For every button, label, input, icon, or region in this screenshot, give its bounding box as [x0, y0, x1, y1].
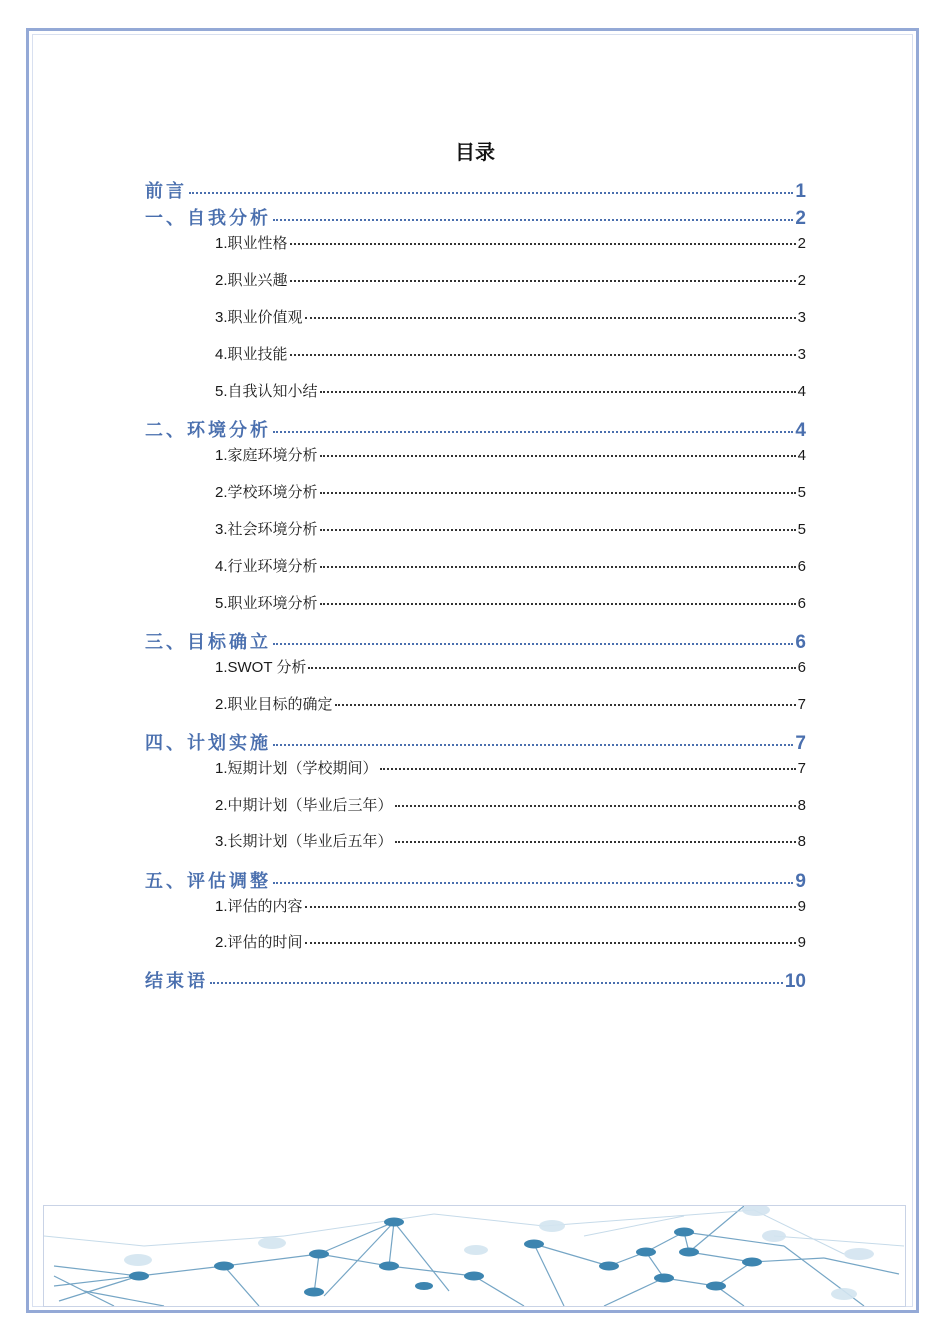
toc-entry-goal-setting[interactable]: [145, 628, 806, 654]
toc-entry-label: 4.行业环境分析: [215, 558, 318, 575]
toc-entry[interactable]: [215, 518, 806, 539]
toc-page-number: 5: [797, 484, 806, 501]
dot-leader: [290, 280, 796, 282]
toc-page-number: 4: [797, 447, 806, 464]
dot-leader: [308, 667, 795, 669]
dot-leader: [320, 455, 796, 457]
toc-page-number: 8: [797, 797, 806, 814]
toc-page-number: 5: [797, 521, 806, 538]
toc-entry[interactable]: [215, 555, 806, 576]
dot-leader: [320, 492, 796, 494]
toc-page-number: 3: [797, 309, 806, 326]
dot-leader: [335, 704, 796, 706]
toc-entry[interactable]: [215, 757, 806, 778]
toc-entry[interactable]: [215, 592, 806, 613]
toc-entry[interactable]: [215, 232, 806, 253]
toc-entry-label: 5.职业环境分析: [215, 595, 318, 612]
toc-entry-label: 1.短期计划（学校期间）: [215, 760, 378, 777]
toc-entry-label: 3.社会环境分析: [215, 521, 318, 538]
dot-leader: [395, 805, 796, 807]
toc-entry[interactable]: [215, 895, 806, 916]
dot-leader: [320, 391, 796, 393]
toc-page-number: 9: [795, 871, 806, 892]
dot-leader: [305, 317, 796, 319]
toc-entry-plan-implementation[interactable]: [145, 729, 806, 755]
dot-leader: [273, 643, 793, 645]
toc-entry[interactable]: [215, 343, 806, 364]
toc-page-number: 6: [797, 659, 806, 676]
toc-entry-label: 2.评估的时间: [215, 934, 303, 951]
toc-page-number: 2: [797, 272, 806, 289]
toc-page-number: 3: [797, 346, 806, 363]
dot-leader: [273, 431, 793, 433]
toc-entry-preface[interactable]: [145, 177, 806, 203]
toc-entry[interactable]: [215, 306, 806, 327]
dot-leader: [273, 219, 793, 221]
dot-leader: [320, 566, 796, 568]
toc-page-number: 7: [797, 696, 806, 713]
toc-page-number: 10: [784, 971, 806, 992]
network-pattern-illustration: [44, 1206, 905, 1306]
toc-entry-label: 五、评估调整: [145, 871, 271, 892]
dot-leader: [210, 982, 783, 984]
toc-entry-label: 2.学校环境分析: [215, 484, 318, 501]
dot-leader: [395, 841, 796, 843]
toc-entry-label: 5.自我认知小结: [215, 383, 318, 400]
toc-entry[interactable]: [215, 656, 806, 677]
dot-leader: [380, 768, 796, 770]
toc-entry-label: 四、计划实施: [145, 733, 271, 754]
toc-page-number: 9: [797, 934, 806, 951]
toc-entry[interactable]: [215, 693, 806, 714]
toc-entry-label: 3.长期计划（毕业后五年）: [215, 833, 393, 850]
toc-entry-environment-analysis[interactable]: [145, 416, 806, 442]
toc-entry-label: 前言: [145, 181, 187, 202]
toc-page-number: 7: [795, 733, 806, 754]
toc-entry[interactable]: [215, 794, 806, 815]
toc-page-number: 4: [797, 383, 806, 400]
toc-entry[interactable]: [215, 444, 806, 465]
toc-entry-label: 三、目标确立: [145, 632, 271, 653]
toc-page-number: 4: [795, 420, 806, 441]
toc-entry-evaluation[interactable]: [145, 867, 806, 893]
toc-page-number: 8: [797, 833, 806, 850]
toc-page-number: 2: [795, 208, 806, 229]
toc-entry-label: 3.职业价值观: [215, 309, 303, 326]
page-title: 目录: [455, 140, 495, 164]
toc-page-number: 6: [795, 632, 806, 653]
toc-page-number: 1: [795, 181, 806, 202]
toc-entry-label: 结束语: [145, 971, 208, 992]
toc-entry-label: 1.家庭环境分析: [215, 447, 318, 464]
toc-entry[interactable]: [215, 269, 806, 290]
dot-leader: [290, 354, 796, 356]
dot-leader: [273, 744, 793, 746]
toc-entry-self-analysis[interactable]: [145, 204, 806, 230]
toc-entry-label: 2.职业兴趣: [215, 272, 288, 289]
toc-entry[interactable]: [215, 931, 806, 952]
dot-leader: [305, 942, 796, 944]
toc-page-number: 6: [797, 595, 806, 612]
dot-leader: [189, 192, 793, 194]
toc-entry-label: 2.中期计划（毕业后三年）: [215, 797, 393, 814]
toc-entry-label: 1.SWOT 分析: [215, 659, 307, 676]
toc-entry[interactable]: [215, 380, 806, 401]
dot-leader: [305, 906, 796, 908]
toc-page-number: 2: [797, 235, 806, 252]
dot-leader: [290, 243, 796, 245]
toc-entry-label: 1.评估的内容: [215, 898, 303, 915]
toc-entry-label: 2.职业目标的确定: [215, 696, 333, 713]
toc-entry[interactable]: [215, 830, 806, 851]
toc-page-number: 6: [797, 558, 806, 575]
toc-page-number: 7: [797, 760, 806, 777]
toc-entry-label: 二、环境分析: [145, 420, 271, 441]
toc-page-number: 9: [797, 898, 806, 915]
footer-network-graphic: [43, 1205, 906, 1307]
toc-entry-conclusion[interactable]: [145, 967, 806, 993]
toc-entry-label: 1.职业性格: [215, 235, 288, 252]
toc-entry-label: 一、自我分析: [145, 208, 271, 229]
dot-leader: [273, 882, 793, 884]
toc-entry[interactable]: [215, 481, 806, 502]
dot-leader: [320, 529, 796, 531]
dot-leader: [320, 603, 796, 605]
toc-entry-label: 4.职业技能: [215, 346, 288, 363]
